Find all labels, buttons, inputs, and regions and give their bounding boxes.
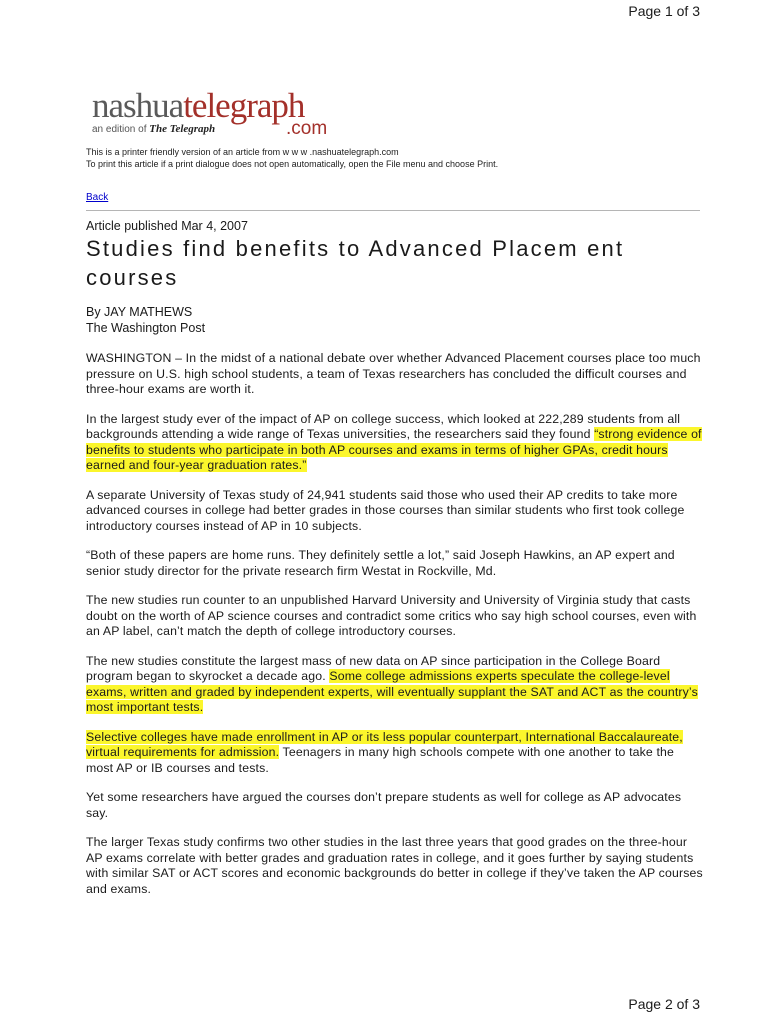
site-logo <box>92 88 352 144</box>
byline-outlet: The Washington Post <box>86 320 206 335</box>
logo-name-part2: telegraph <box>183 86 305 125</box>
highlighted-text: “strong evidence of benefits to students who participate in both AP courses and exams in terms of higher GPAs, credit hours earned and four-year graduation rates.” <box>86 427 702 472</box>
header-divider <box>86 210 700 211</box>
article-paragraph-6 <box>86 654 704 716</box>
article-paragraph-3: A separate University of Texas study of 24,941 students said those who used their AP credits to take more advanced courses in college had better grades in those courses than similar students who first took college introductory courses instead of AP in 10 subjects. <box>86 487 685 533</box>
article-body <box>86 351 704 911</box>
logo-name-part1: nashua <box>92 86 184 125</box>
logo-wordmark <box>92 88 304 124</box>
logo-tagline-prefix: an edition of <box>92 124 147 135</box>
article-paragraph-8: Yet some researchers have argued the courses don’t prepare students as well for college as AP advocates say. <box>86 790 682 820</box>
paragraph-text: The new studies constitute the largest mass of new data on AP since participation in the College Board program began to skyrocket a decade ago. <box>86 653 661 683</box>
highlighted-text: Selective colleges have made enrollment in AP or its less popular counterpart, International Baccalaureate, virtual requirements for admission. <box>86 729 683 759</box>
back-link[interactable]: Back <box>86 192 109 203</box>
byline-author: By JAY MATHEWS <box>86 305 193 319</box>
printer-note-line-2: To print this article if a print dialogue does not open automatically, open the File menu and choose Print. <box>86 159 499 169</box>
page-number-top: Page 1 of 3 <box>628 3 700 19</box>
logo-domain-suffix: .com <box>286 118 328 139</box>
paragraph-text: Teenagers in many high schools compete with one another to take the most AP or IB courses and tests. <box>86 745 675 775</box>
highlighted-text: Some college admissions experts speculate the college-level exams, written and graded by independent experts, will eventually supplant the SAT and ACT as the country’s most important tests. <box>86 669 698 714</box>
page-number-bottom: Page 2 of 3 <box>628 996 700 1012</box>
printer-note-line-1: This is a printer friendly version of an article from w w w .nashuatelegraph.com <box>86 147 399 157</box>
logo-tagline-paper: The Telegraph <box>149 123 216 135</box>
article-paragraph-4: “Both of these papers are home runs. They definitely settle a lot,” said Joseph Hawkins, an AP expert and senior study director for the private research firm Westat in Rockville, Md. <box>86 548 675 578</box>
article-paragraph-2 <box>86 412 704 474</box>
article-paragraph-1: WASHINGTON – In the midst of a national debate over whether Advanced Placement courses place too much pressure on U.S. high school students, a team of Texas researchers has concluded the difficult courses and three-hour exams are worth it. <box>86 351 701 396</box>
logo-tagline <box>92 123 215 135</box>
article-paragraph-5: The new studies run counter to an unpublished Harvard University and University of Virginia study that casts doubt on the worth of AP science courses and contradict some critics who say high school courses, even with an AP label, can’t match the depth of college introductory courses. <box>86 593 697 638</box>
byline <box>86 305 205 336</box>
article-headline: Studies find benefits to Advanced Placem ent courses <box>86 236 625 290</box>
article-paragraph-7 <box>86 730 704 777</box>
paragraph-text: In the largest study ever of the impact of AP on college success, which looked at 222,289 students from all backgrounds attending a wide range of Texas universities, the researchers said they found <box>86 411 681 441</box>
publish-date: Article published Mar 4, 2007 <box>86 219 248 233</box>
printer-friendly-note <box>86 146 498 170</box>
article-paragraph-9: The larger Texas study confirms two other studies in the last three years that good grades on the three-hour AP exams correlate with better grades and graduation rates in college, and it goes further by saying students with similar SAT or ACT scores and economic backgrounds do better in college if they’ve taken the AP courses and exams. <box>86 835 703 896</box>
